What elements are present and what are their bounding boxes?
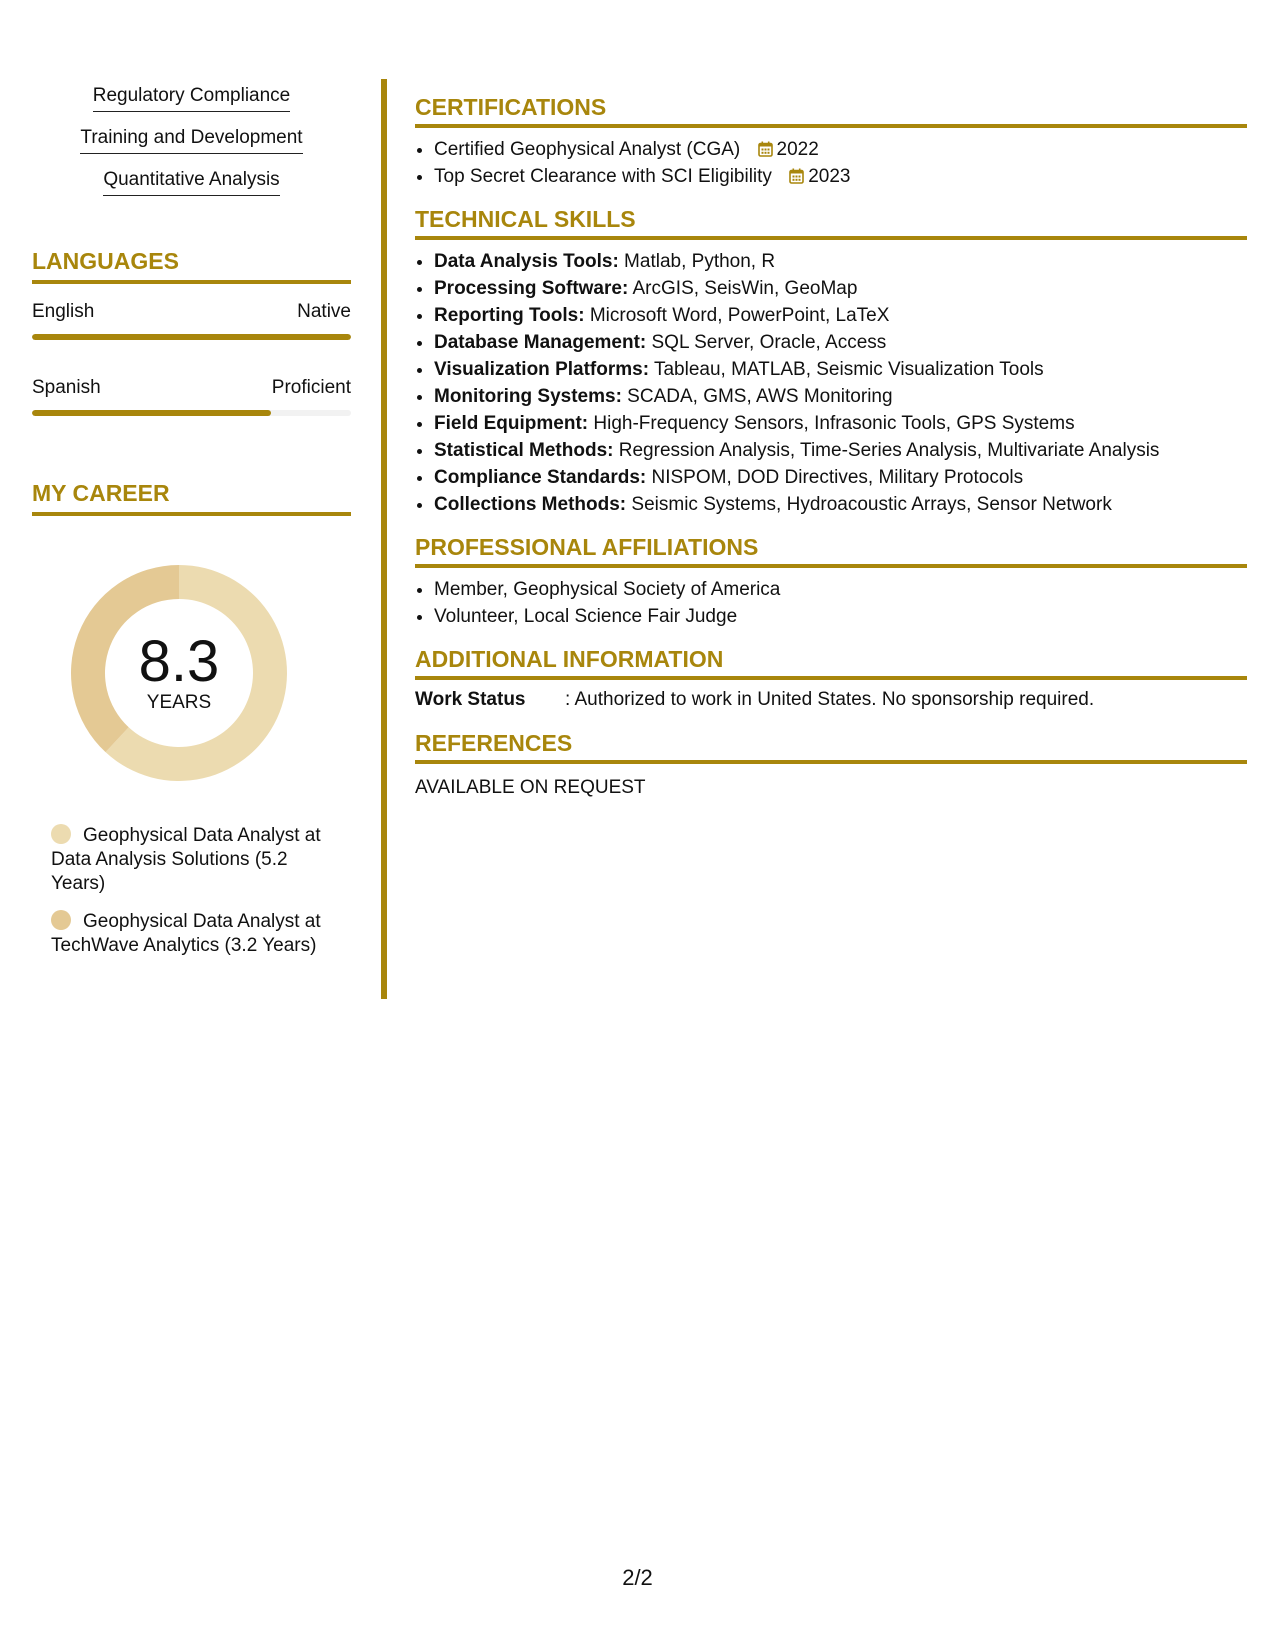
career-total-unit: YEARS [146,692,212,713]
technical-skill-label: Monitoring Systems: [434,386,622,407]
language-level: Native [297,301,351,322]
language-bar-fill [32,334,351,340]
technical-skill-value: SQL Server, Oracle, Access [646,332,887,353]
technical-skill-item [434,248,1247,275]
technical-skill-label: Visualization Platforms: [434,359,650,380]
technical-skill-label: Database Management: [434,332,647,353]
work-status-label: Work Status [415,689,526,710]
affiliation-item: • Volunteer, Local Science Fair Judge [434,603,1247,630]
certification-item [434,163,1247,190]
technical-skills-heading: TECHNICAL SKILLS [415,204,1247,240]
technical-skill-label: Collections Methods: [434,494,627,515]
language-bar [32,410,351,416]
career-legend-label: Geophysical Data Analyst at Data Analysis Solutions (5.2 Years) [51,825,321,894]
technical-skill-item [434,329,1247,356]
language-item [32,300,351,340]
right-column [415,92,1247,800]
technical-skill-label: Statistical Methods: [434,440,614,461]
legend-dot-icon [51,910,71,930]
affiliations-list [415,576,1247,630]
language-item [32,376,351,416]
technical-skill-label: Processing Software: [434,278,629,299]
affiliations-heading: PROFESSIONAL AFFILIATIONS [415,532,1247,568]
technical-skill-value: Regression Analysis, Time-Series Analysis, Multivariate Analysis [613,440,1160,461]
career-donut-center [64,558,294,788]
affiliation-item: • Member, Geophysical Society of America [434,576,1247,603]
work-status-value: : Authorized to work in United States. No sponsorship required. [565,689,1095,710]
calendar-icon [758,141,773,157]
language-bar [32,334,351,340]
certification-item [434,136,1247,163]
career-legend [32,824,341,958]
technical-skill-label: Field Equipment: [434,413,589,434]
technical-skill-label: Reporting Tools: [434,305,585,326]
career-legend-item [51,824,341,896]
certifications-heading: CERTIFICATIONS [415,92,1247,128]
language-name: Spanish [32,377,101,398]
technical-skill-value: Matlab, Python, R [618,251,776,272]
technical-skill-item [434,464,1247,491]
career-total-years: 8.3 [138,629,220,694]
technical-skill-value: High-Frequency Sensors, Infrasonic Tools, GPS Systems [588,413,1075,434]
languages-list [32,300,351,416]
certifications-list [415,136,1247,190]
career-legend-label: Geophysical Data Analyst at TechWave Analytics (3.2 Years) [51,911,321,956]
technical-skill-label: Compliance Standards: [434,467,647,488]
certification-year: 2023 [808,166,851,187]
technical-skill-item [434,491,1247,518]
skill-item: Training and Development [80,126,302,154]
career-legend-item [51,910,341,958]
technical-skill-value: ArcGIS, SeisWin, GeoMap [628,278,858,299]
technical-skill-item [434,275,1247,302]
references-heading: REFERENCES [415,728,1247,764]
left-column [32,84,351,972]
certification-name: Certified Geophysical Analyst (CGA) [434,139,741,160]
languages-heading: LANGUAGES [32,246,351,284]
certification-year: 2022 [776,139,819,160]
column-divider [381,79,387,999]
references-text: AVAILABLE ON REQUEST [415,777,646,798]
skill-list [32,84,351,210]
certification-name: Top Secret Clearance with SCI Eligibility [434,166,772,187]
career-donut [64,558,294,788]
language-level: Proficient [271,377,351,398]
technical-skill-label: Data Analysis Tools: [434,251,619,272]
skill-item: Regulatory Compliance [93,84,291,112]
legend-dot-icon [51,824,71,844]
technical-skill-item [434,437,1247,464]
language-bar-fill [32,410,271,416]
technical-skill-item [434,356,1247,383]
language-name: English [32,301,95,322]
technical-skill-value: NISPOM, DOD Directives, Military Protocols [646,467,1024,488]
calendar-icon [789,168,804,184]
skill-item: Quantitative Analysis [103,168,279,196]
page-number: 2/2 [622,1565,653,1590]
technical-skill-item [434,302,1247,329]
technical-skill-item [434,410,1247,437]
work-status-row [415,688,1247,712]
technical-skill-value: Seismic Systems, Hydroacoustic Arrays, Sensor Network [626,494,1112,515]
technical-skills-list [415,248,1247,518]
career-heading: MY CAREER [32,478,351,516]
technical-skill-item [434,383,1247,410]
technical-skill-value: Tableau, MATLAB, Seismic Visualization Tools [649,359,1044,380]
additional-info-heading: ADDITIONAL INFORMATION [415,644,1247,680]
technical-skill-value: SCADA, GMS, AWS Monitoring [621,386,893,407]
technical-skill-value: Microsoft Word, PowerPoint, LaTeX [584,305,890,326]
